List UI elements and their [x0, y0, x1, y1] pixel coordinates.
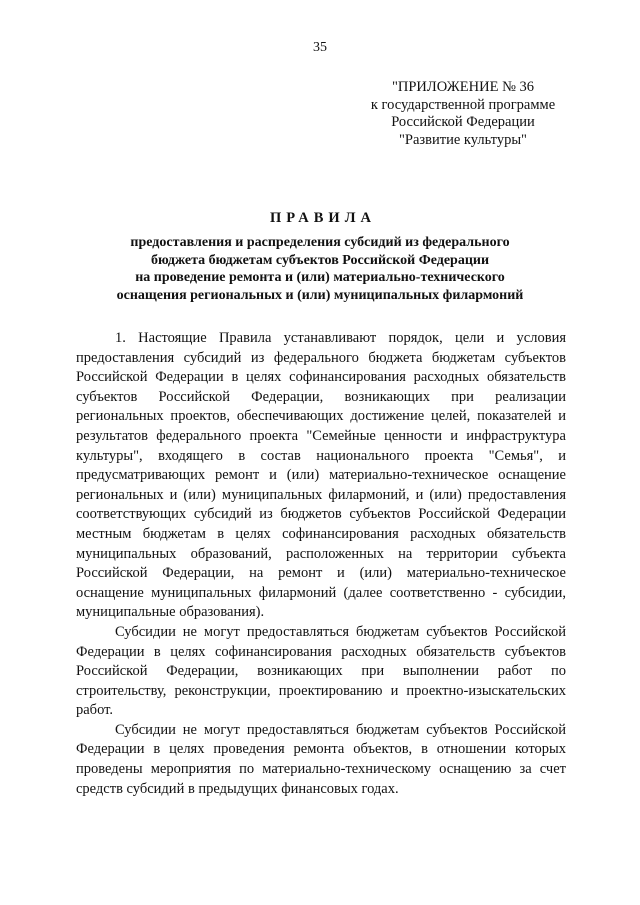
paragraph-2: Субсидии не могут предоставляться бюджетам субъектов Российской Федерации в целях софинансирования расходных обязательств субъектов Российской Федерации, возникающих при выполнении работ по строительству, реконструкции, проектированию и проектно-изыскательских работ.	[76, 623, 566, 719]
subtitle-line: предоставления и распределения субсидий из федерального	[130, 235, 510, 250]
appendix-line: к государственной программе	[370, 96, 556, 113]
subtitle-line: бюджета бюджетам субъектов Российской Федерации	[150, 252, 490, 268]
appendix-line: Российской Федерации	[391, 114, 535, 130]
paragraph-3: Субсидии не могут предоставляться бюджетам субъектов Российской Федерации в целях проведения ремонта объектов, в отношении которых проведены мероприятия по материально-техническому оснащению за счет средств субсидий в предыдущих финансовых годах.	[76, 721, 566, 797]
paragraph-1: 1. Настоящие Правила устанавливают порядок, цели и условия предоставления субсидий из федерального бюджета бюджетам субъектов Российской Федерации в целях софинансирования расходных обязательств субъектов Российской Федерации, возникающих при реализации региональных проектов, обеспечивающих достижение целей, показателей и результатов федерального проекта "Семейные ценности и инфраструктура культуры", входящего в состав национального проекта "Семья", и предусматривающих ремонт и (или) материально-техническое оснащение региональных и (или) муниципальных филармоний, и (или) предоставления соответствующих субсидий из бюджетов субъектов Российской Федерации местным бюджетам в целях софинансирования расходных обязательств муниципальных образований, расположенных на территории субъекта Российской Федерации, на ремонт и (или) материально-техническое оснащение муниципальных филармоний (далее соответственно - субсидии, муниципальные образования).	[76, 330, 566, 621]
subtitle-line: оснащения региональных и (или) муниципальных филармоний	[116, 287, 524, 303]
appendix-line: "Развитие культуры"	[399, 131, 527, 148]
document-body	[76, 329, 566, 799]
document-subtitle	[0, 234, 640, 304]
document-title: ПРАВИЛА	[270, 210, 376, 226]
appendix-line: "ПРИЛОЖЕНИЕ № 36	[391, 79, 535, 95]
subtitle-line: на проведение ремонта и (или) материально-технического	[135, 270, 505, 285]
page-number: 35	[313, 40, 327, 55]
appendix-header	[355, 79, 571, 149]
